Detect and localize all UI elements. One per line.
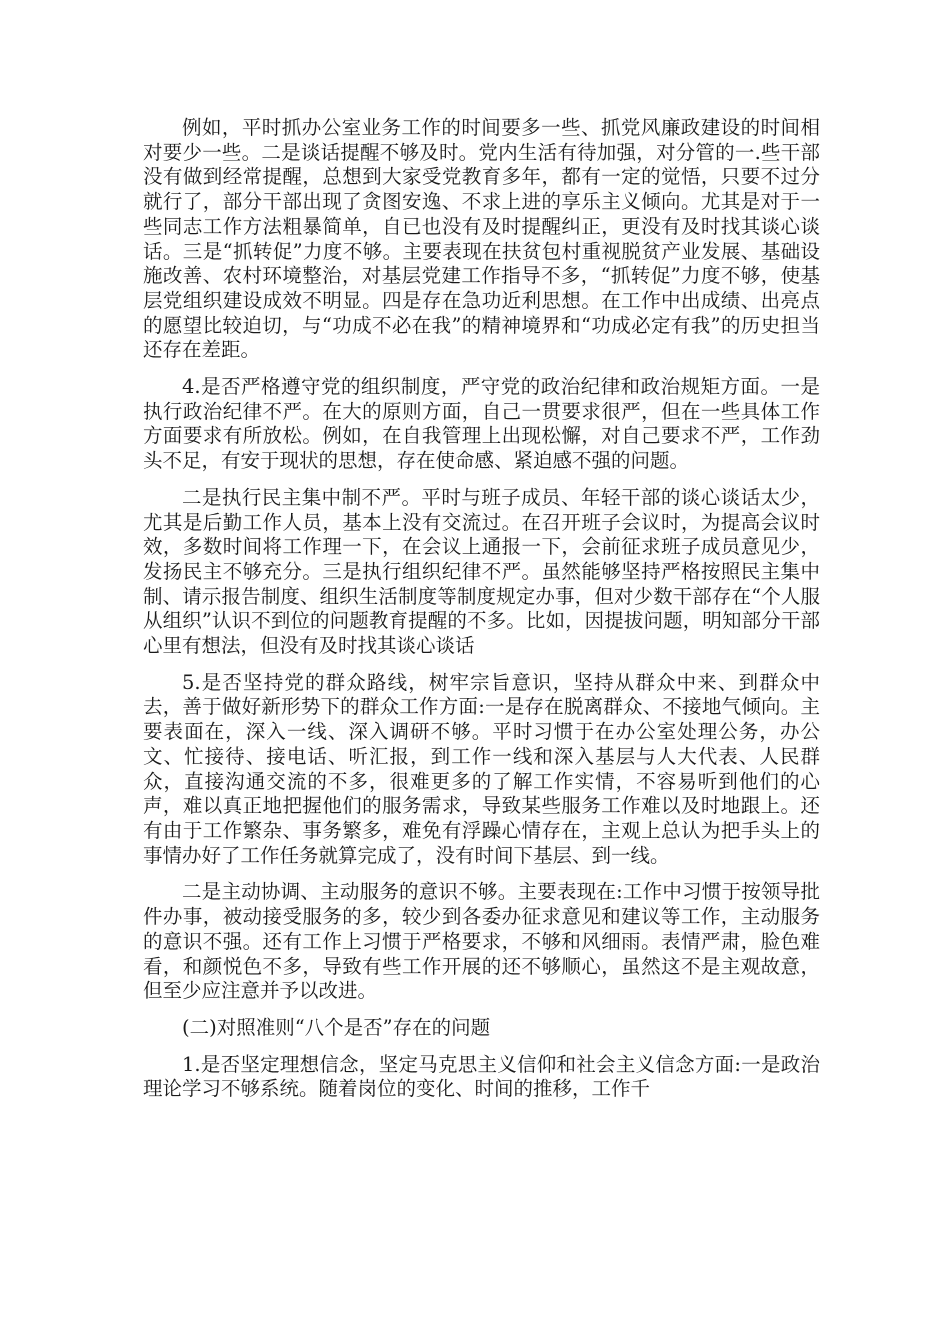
section-heading: (二)对照准则“八个是否”存在的问题 (182, 1015, 491, 1039)
document-body (143, 116, 820, 1114)
paragraph-6: 1.是否坚定理想信念，坚定马克思主义信仰和社会主义信念方面:一是政治理论学习不够系统。随着岗位的变化、时间的推移，工作千 (143, 1052, 820, 1101)
paragraph-2: 4.是否严格遵守党的组织制度，严守党的政治纪律和政治规矩方面。一是执行政治纪律不严。在大的原则方面，自己一贯要求很严，但在一些具体工作方面要求有所放松。例如，在自我管理上出现松懈，对自己要求不严，工作劲头不足，有安于现状的思想，存在使命感、紧迫感不强的问题。 (143, 375, 820, 473)
paragraph-3: 二是执行民主集中制不严。平时与班子成员、年轻干部的谈心谈话太少，尤其是后勤工作人员，基本上没有交流过。在召开班子会议时，为提高会议时效，多数时间将工作理一下，在会议上通报一下，会前征求班子成员意见少，发扬民主不够充分。三是执行组织纪律不严。虽然能够坚持严格按照民主集中制、请示报告制度、组织生活制度等制度规定办事，但对少数干部存在“个人服从组织”认识不到位的问题教育提醒的不多。比如，因提拔问题，明知部分干部心里有想法，但没有及时找其谈心谈话 (143, 485, 820, 658)
paragraph-5: 二是主动协调、主动服务的意识不够。主要表现在:工作中习惯于按领导批件办事，被动接受服务的多，较少到各委办征求意见和建议等工作，主动服务的意识不强。还有工作上习惯于严格要求，不够和风细雨。表情严肃，脸色难看，和颜悦色不多，导致有些工作开展的还不够顺心，虽然这不是主观故意，但至少应注意并予以改进。 (143, 880, 820, 1003)
paragraph-1: 例如，平时抓办公室业务工作的时间要多一些、抓党风廉政建设的时间相对要少一些。二是谈话提醒不够及时。党内生活有待加强，对分管的一.些干部没有做到经常提醒，总想到大家受党教育多年，都有一定的觉悟，只要不过分就行了，部分干部出现了贪图安逸、不求上进的享乐主义倾向。尤其是对于一些同志工作方法粗暴简单，自已也没有及时提醒纠正，更没有及时找其谈心谈话。三是“抓转促”力度不够。主要表现在扶贫包村重视脱贫产业发展、基础设施改善、农村环境整治，对基层党建工作指导不多，“抓转促”力度不够，使基层党组织建设成效不明显。四是存在急功近利思想。在工作中出成绩、出亮点的愿望比较迫切，与“功成不必在我”的精神境界和“功成必定有我”的历史担当还存在差距。 (143, 116, 820, 362)
paragraph-4: 5.是否坚持党的群众路线，树牢宗旨意识，坚持从群众中来、到群众中去，善于做好新形势下的群众工作方面:一是存在脱离群众、不接地气倾向。主要表面在，深入一线、深入调研不够。平时习惯于在办公室处理公务，办公文、忙接待、接电话、听汇报，到工作一线和深入基层与人大代表、人民群众，直接沟通交流的不多，很难更多的了解工作实情，不容易听到他们的心声，难以真正地把握他们的服务需求，导致某些服务工作难以及时地跟上。还有由于工作繁杂、事务繁多，难免有浮躁心情存在，主观上总认为把手头上的事情办好了工作任务就算完成了，没有时间下基层、到一线。 (143, 670, 820, 867)
